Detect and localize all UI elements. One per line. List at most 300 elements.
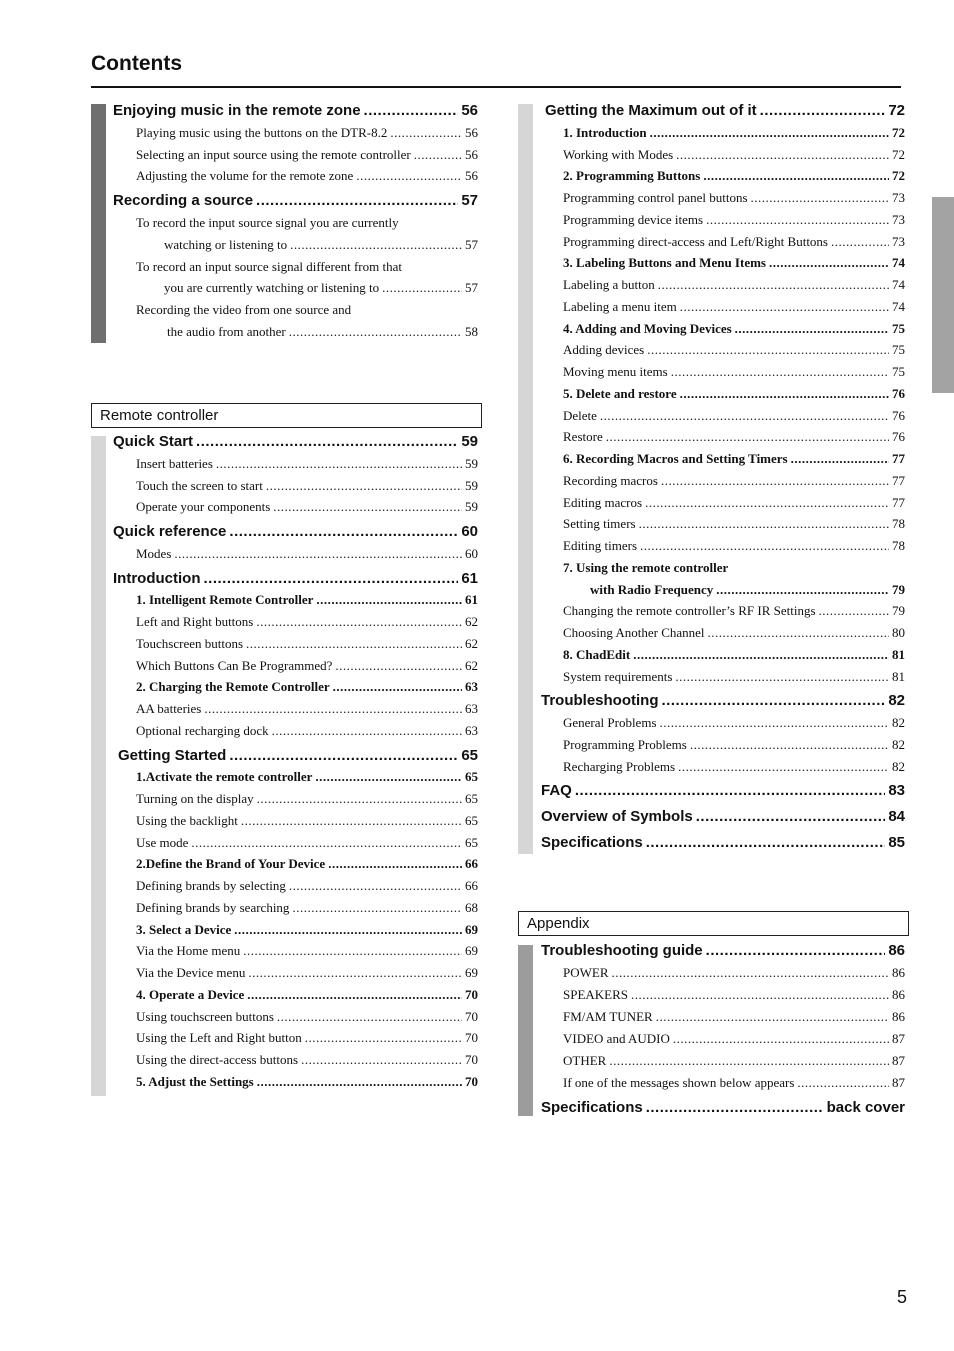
entry-title: 3. Select a Device — [136, 921, 232, 937]
entry-page: 76 — [892, 385, 905, 401]
dot-leader — [256, 192, 458, 209]
toc-entry — [563, 987, 905, 1003]
toc-entry — [563, 408, 905, 424]
toc-heading — [113, 192, 478, 209]
dot-leader — [364, 102, 459, 119]
entry-title: AA batteries — [136, 701, 202, 716]
section-bar — [91, 104, 106, 343]
dot-leader — [831, 234, 889, 250]
entry-title: Restore — [563, 429, 603, 445]
dot-leader — [191, 835, 462, 851]
dot-leader — [289, 878, 462, 894]
entry-page: 72 — [892, 124, 905, 140]
entry-title: Working with Modes — [563, 146, 674, 162]
entry-title: Turning on the display — [136, 791, 254, 806]
dot-leader — [650, 125, 889, 141]
dot-leader — [680, 386, 889, 402]
entry-title: with Radio Frequency — [590, 581, 714, 597]
dot-leader — [797, 1075, 889, 1091]
dot-leader — [356, 168, 462, 184]
entry-page: 62 — [465, 657, 478, 673]
entry-title: you are currently watching or listening to — [164, 280, 380, 296]
entry-page: 74 — [892, 298, 905, 314]
entry-title: POWER — [563, 965, 609, 980]
entry-title: VIDEO and AUDIO — [563, 1031, 670, 1046]
entry-page: 68 — [465, 899, 478, 915]
toc-entry — [136, 1052, 478, 1068]
dot-leader — [646, 834, 886, 851]
entry-title: Labeling a menu item — [563, 298, 677, 314]
dot-leader — [673, 1031, 889, 1047]
entry-page: 69 — [465, 921, 478, 937]
dot-leader — [203, 570, 458, 587]
toc-subheading — [590, 582, 905, 598]
entry-page: 85 — [888, 833, 905, 851]
toc-entry — [136, 302, 478, 318]
entry-page: 60 — [461, 523, 478, 540]
dot-leader — [678, 759, 889, 775]
dot-leader — [656, 1009, 889, 1025]
toc-entry — [563, 759, 905, 775]
entry-title: 2. Programming Buttons — [563, 168, 701, 184]
toc-heading — [541, 834, 905, 851]
dot-leader — [289, 324, 462, 340]
toc-subheading — [136, 769, 478, 785]
entry-title: Using the backlight — [136, 812, 238, 828]
entry-page: 69 — [465, 943, 478, 959]
toc-entry — [563, 212, 905, 228]
dot-leader — [671, 364, 889, 380]
entry-page: 65 — [465, 791, 478, 806]
entry-title: FM/AM TUNER — [563, 1009, 653, 1024]
toc-entry — [563, 234, 905, 250]
dot-leader — [277, 1009, 462, 1025]
entry-title: Labeling a button — [563, 277, 655, 292]
entry-page: 77 — [892, 451, 905, 466]
toc-entry — [563, 364, 905, 380]
entry-title: Touchscreen buttons — [136, 635, 244, 651]
toc-entry — [563, 538, 905, 554]
toc-subheading — [563, 168, 905, 184]
entry-page: 76 — [892, 429, 905, 445]
dot-leader — [696, 808, 886, 825]
toc-entry — [563, 1031, 905, 1047]
section-bar — [91, 436, 106, 1096]
entry-page: 57 — [465, 236, 478, 252]
toc-entry — [136, 900, 478, 916]
dot-leader — [760, 102, 886, 119]
entry-page: 70 — [465, 986, 478, 1002]
toc-entry — [563, 1075, 905, 1091]
entry-page: 65 — [465, 769, 478, 785]
entry-page: 59 — [465, 455, 478, 471]
dot-leader — [174, 546, 462, 562]
toc-entry — [136, 878, 478, 894]
entry-title: Operate your components — [136, 499, 271, 515]
toc-entry — [563, 625, 905, 641]
entry-title: Touch the screen to start — [136, 477, 263, 493]
toc-entry — [136, 723, 478, 739]
toc-subheading — [136, 856, 478, 872]
dot-leader — [676, 147, 889, 163]
entry-title: Defining brands by selecting — [136, 878, 286, 893]
dot-leader — [335, 658, 462, 674]
dot-leader — [382, 280, 462, 296]
dot-leader — [751, 190, 889, 206]
toc-entry — [167, 324, 478, 340]
side-tab — [932, 197, 954, 393]
dot-leader — [706, 212, 889, 228]
toc-entry — [136, 125, 478, 141]
entry-title: 8. ChadEdit — [563, 646, 631, 662]
toc-subheading — [136, 592, 478, 608]
entry-title: Using touchscreen buttons — [136, 1008, 274, 1024]
entry-title: 5. Delete and restore — [563, 385, 677, 401]
entry-title: Defining brands by searching — [136, 899, 290, 915]
toc-subheading — [563, 255, 905, 271]
entry-title: Getting the Maximum out of it — [545, 102, 757, 119]
entry-title: Programming device items — [563, 211, 704, 227]
entry-page: 63 — [465, 701, 478, 716]
entry-page: 84 — [888, 808, 905, 825]
entry-title: To record the input source signal you are currently — [136, 215, 399, 230]
page-title: Contents — [91, 52, 182, 75]
entry-title: Getting Started — [118, 746, 227, 764]
entry-page: 86 — [888, 942, 905, 959]
entry-title: 1. Introduction — [563, 124, 647, 140]
toc-heading — [545, 102, 905, 119]
entry-page: 82 — [892, 736, 905, 752]
entry-page: 80 — [892, 625, 905, 640]
entry-title: the audio from another — [167, 324, 286, 339]
entry-title: Left and Right buttons — [136, 614, 254, 629]
dot-leader — [633, 647, 889, 663]
entry-title: Insert batteries — [136, 455, 213, 471]
section-heading-remote-controller: Remote controller — [91, 403, 482, 428]
entry-page: 82 — [892, 715, 905, 730]
dot-leader — [819, 603, 889, 619]
toc-entry — [563, 190, 905, 206]
entry-page: 73 — [892, 233, 905, 249]
entry-title: Recording a source — [113, 192, 254, 210]
entry-page: 65 — [461, 746, 478, 764]
entry-page: 70 — [465, 1052, 478, 1067]
dot-leader — [390, 125, 462, 141]
toc-subheading — [136, 1074, 478, 1090]
dot-leader — [328, 856, 462, 872]
entry-page: 56 — [465, 146, 478, 162]
toc-heading — [113, 102, 478, 119]
toc-subheading — [563, 647, 905, 663]
entry-page: 56 — [461, 102, 478, 119]
section-bar — [518, 945, 533, 1116]
entry-page: 74 — [892, 255, 905, 271]
entry-title: Troubleshooting — [541, 692, 659, 710]
dot-leader — [658, 277, 889, 293]
title-rule — [91, 86, 901, 88]
entry-page: 70 — [465, 1073, 478, 1089]
entry-page: 70 — [465, 1008, 478, 1024]
entry-page: 59 — [465, 477, 478, 493]
entry-page: 82 — [892, 758, 905, 774]
dot-leader — [241, 813, 462, 829]
entry-title: General Problems — [563, 715, 657, 730]
entry-page: 83 — [888, 782, 905, 800]
entry-title: 2.Define the Brand of Your Device — [136, 856, 326, 872]
entry-page: 56 — [465, 168, 478, 184]
toc-entry — [136, 965, 478, 981]
entry-title: Optional recharging dock — [136, 722, 269, 738]
entry-title: Adjusting the volume for the remote zone — [136, 168, 354, 184]
dot-leader — [234, 922, 462, 938]
entry-page: 62 — [465, 635, 478, 651]
dot-leader — [273, 499, 462, 515]
toc-entry — [563, 603, 905, 619]
section-heading-appendix: Appendix — [518, 911, 909, 936]
entry-title: Recharging Problems — [563, 758, 676, 774]
entry-title: Programming direct-access and Left/Right Buttons — [563, 233, 828, 249]
entry-title: FAQ — [541, 782, 572, 800]
entry-page: 82 — [888, 692, 905, 710]
toc-entry — [136, 259, 478, 275]
entry-page: 72 — [892, 168, 905, 184]
entry-title: System requirements — [563, 668, 673, 684]
dot-leader — [204, 701, 462, 717]
entry-title: To record an input source signal different from that — [136, 258, 402, 274]
entry-title: Delete — [563, 407, 597, 423]
dot-leader — [639, 516, 889, 532]
entry-page: 79 — [892, 581, 905, 597]
toc-entry — [136, 215, 478, 231]
entry-page: 78 — [892, 538, 905, 553]
dot-leader — [645, 495, 889, 511]
dot-leader — [606, 429, 889, 445]
toc-entry — [563, 277, 905, 293]
entry-page: 65 — [465, 834, 478, 850]
toc-entry — [136, 835, 478, 851]
entry-title: 4. Adding and Moving Devices — [563, 320, 732, 336]
dot-leader — [316, 592, 462, 608]
dot-leader — [266, 478, 462, 494]
dot-leader — [196, 433, 458, 450]
entry-title: Editing macros — [563, 494, 643, 510]
entry-title: 5. Adjust the Settings — [136, 1073, 254, 1089]
entry-title: watching or listening to — [164, 236, 288, 252]
dot-leader — [600, 408, 889, 424]
toc-subheading — [563, 451, 905, 467]
dot-leader — [257, 1074, 462, 1090]
dot-leader — [703, 168, 889, 184]
toc-subheading — [136, 922, 478, 938]
toc-heading — [541, 942, 905, 959]
toc-entry — [164, 280, 478, 296]
entry-page: 57 — [465, 280, 478, 296]
entry-title: Selecting an input source using the remote controller — [136, 146, 411, 162]
dot-leader — [246, 636, 462, 652]
dot-leader — [631, 987, 889, 1003]
entry-page: 81 — [892, 668, 905, 684]
entry-title: Modes — [136, 545, 172, 561]
entry-title: Via the Device menu — [136, 965, 246, 980]
toc-entry — [136, 546, 478, 562]
dot-leader — [675, 669, 889, 685]
toc-entry — [563, 1053, 905, 1069]
entry-page: 77 — [892, 472, 905, 488]
dot-leader — [301, 1052, 462, 1068]
entry-page: 72 — [892, 146, 905, 162]
dot-leader — [256, 614, 462, 630]
entry-page: 69 — [465, 965, 478, 980]
entry-page: 56 — [465, 124, 478, 140]
dot-leader — [257, 791, 462, 807]
entry-page: 59 — [461, 433, 478, 450]
entry-page: 70 — [465, 1030, 478, 1046]
entry-page: 62 — [465, 614, 478, 629]
toc-entry — [136, 658, 478, 674]
entry-page: 79 — [892, 603, 905, 619]
dot-leader — [662, 692, 886, 709]
entry-title: Programming control panel buttons — [563, 190, 748, 205]
entry-page: 73 — [892, 211, 905, 227]
entry-title: 3. Labeling Buttons and Menu Items — [563, 255, 766, 271]
entry-page: 63 — [465, 679, 478, 695]
entry-page: 63 — [465, 722, 478, 738]
toc-subheading — [563, 560, 905, 576]
toc-heading — [541, 808, 905, 825]
dot-leader — [333, 679, 462, 695]
dot-leader — [661, 473, 889, 489]
entry-title: Quick Start — [113, 433, 194, 450]
entry-title: Use mode — [136, 834, 189, 850]
toc-entry — [136, 147, 478, 163]
dot-leader — [647, 342, 889, 358]
entry-page: 66 — [465, 856, 478, 872]
entry-title: 6. Recording Macros and Setting Timers — [563, 451, 788, 466]
dot-leader — [640, 538, 889, 554]
toc-heading — [541, 692, 905, 709]
toc-entry — [136, 478, 478, 494]
entry-page: 76 — [892, 407, 905, 423]
entry-title: OTHER — [563, 1053, 607, 1068]
entry-title: Recording macros — [563, 472, 658, 488]
entry-title: 1. Intelligent Remote Controller — [136, 592, 314, 608]
toc-entry — [563, 429, 905, 445]
entry-title: 1.Activate the remote controller — [136, 769, 313, 785]
dot-leader — [243, 943, 462, 959]
entry-title: Via the Home menu — [136, 943, 241, 959]
toc-entry — [563, 516, 905, 532]
toc-entry — [164, 237, 478, 253]
dot-leader — [769, 255, 889, 271]
dot-leader — [609, 1053, 889, 1069]
entry-page: 87 — [892, 1075, 905, 1090]
toc-entry — [136, 791, 478, 807]
toc-heading — [113, 433, 478, 450]
section-bar — [518, 104, 533, 854]
dot-leader — [660, 715, 889, 731]
toc-entry — [136, 813, 478, 829]
entry-title: Using the Left and Right button — [136, 1030, 302, 1046]
entry-page: 87 — [892, 1031, 905, 1046]
entry-title: Editing timers — [563, 538, 638, 553]
entry-title: Setting timers — [563, 516, 636, 532]
toc-entry — [563, 495, 905, 511]
toc-heading — [113, 523, 478, 540]
toc-heading — [113, 570, 478, 587]
toc-entry — [563, 737, 905, 753]
entry-page: 73 — [892, 190, 905, 205]
entry-page: 78 — [892, 516, 905, 532]
entry-page: 86 — [892, 965, 905, 980]
entry-page: 75 — [892, 342, 905, 358]
toc-heading — [118, 747, 478, 764]
entry-page: 81 — [892, 646, 905, 662]
entry-page: 65 — [465, 812, 478, 828]
toc-entry — [563, 299, 905, 315]
toc-subheading — [136, 987, 478, 1003]
toc-entry — [136, 1030, 478, 1046]
entry-title: SPEAKERS — [563, 987, 629, 1002]
toc-entry — [136, 168, 478, 184]
toc-entry — [136, 1009, 478, 1025]
entry-page: 87 — [892, 1053, 905, 1068]
toc-entry — [563, 473, 905, 489]
entry-title: If one of the messages shown below appears — [563, 1075, 795, 1090]
entry-title: Specifications — [541, 1099, 643, 1116]
dot-leader — [706, 942, 886, 959]
toc-subheading — [136, 679, 478, 695]
dot-leader — [690, 737, 889, 753]
toc-entry — [563, 147, 905, 163]
dot-leader — [305, 1030, 462, 1046]
toc-entry — [563, 1009, 905, 1025]
entry-page: 75 — [892, 364, 905, 379]
entry-title: Troubleshooting guide — [541, 942, 703, 959]
dot-leader — [229, 523, 458, 540]
entry-page: 74 — [892, 277, 905, 292]
entry-page: 66 — [465, 878, 478, 893]
entry-title: 7. Using the remote controller — [563, 559, 729, 575]
entry-title: Changing the remote controller’s RF IR Settings — [563, 603, 816, 619]
entry-page: 60 — [465, 545, 478, 561]
entry-title: Programming Problems — [563, 736, 687, 752]
toc-heading — [541, 782, 905, 799]
entry-page: 86 — [892, 987, 905, 1002]
entry-title: Choosing Another Channel — [563, 625, 705, 640]
dot-leader — [791, 451, 889, 467]
entry-title: Enjoying music in the remote zone — [113, 102, 361, 119]
toc-subheading — [563, 321, 905, 337]
entry-title: Using the direct-access buttons — [136, 1052, 299, 1067]
toc-subheading — [563, 125, 905, 141]
entry-title: Overview of Symbols — [541, 808, 693, 825]
toc-heading — [541, 1099, 905, 1116]
toc-entry — [563, 669, 905, 685]
toc-entry — [563, 342, 905, 358]
entry-title: 4. Operate a Device — [136, 986, 245, 1002]
entry-title: Specifications — [541, 833, 643, 851]
entry-title: 2. Charging the Remote Controller — [136, 679, 330, 695]
entry-page: 59 — [465, 499, 478, 515]
toc-entry — [136, 499, 478, 515]
entry-title: Playing music using the buttons on the DTR-8.2 — [136, 124, 388, 140]
entry-page: 86 — [892, 1009, 905, 1024]
toc-entry — [563, 965, 905, 981]
dot-leader — [680, 299, 889, 315]
toc-entry — [136, 636, 478, 652]
entry-page: 57 — [461, 192, 478, 210]
entry-page: 61 — [465, 592, 478, 608]
